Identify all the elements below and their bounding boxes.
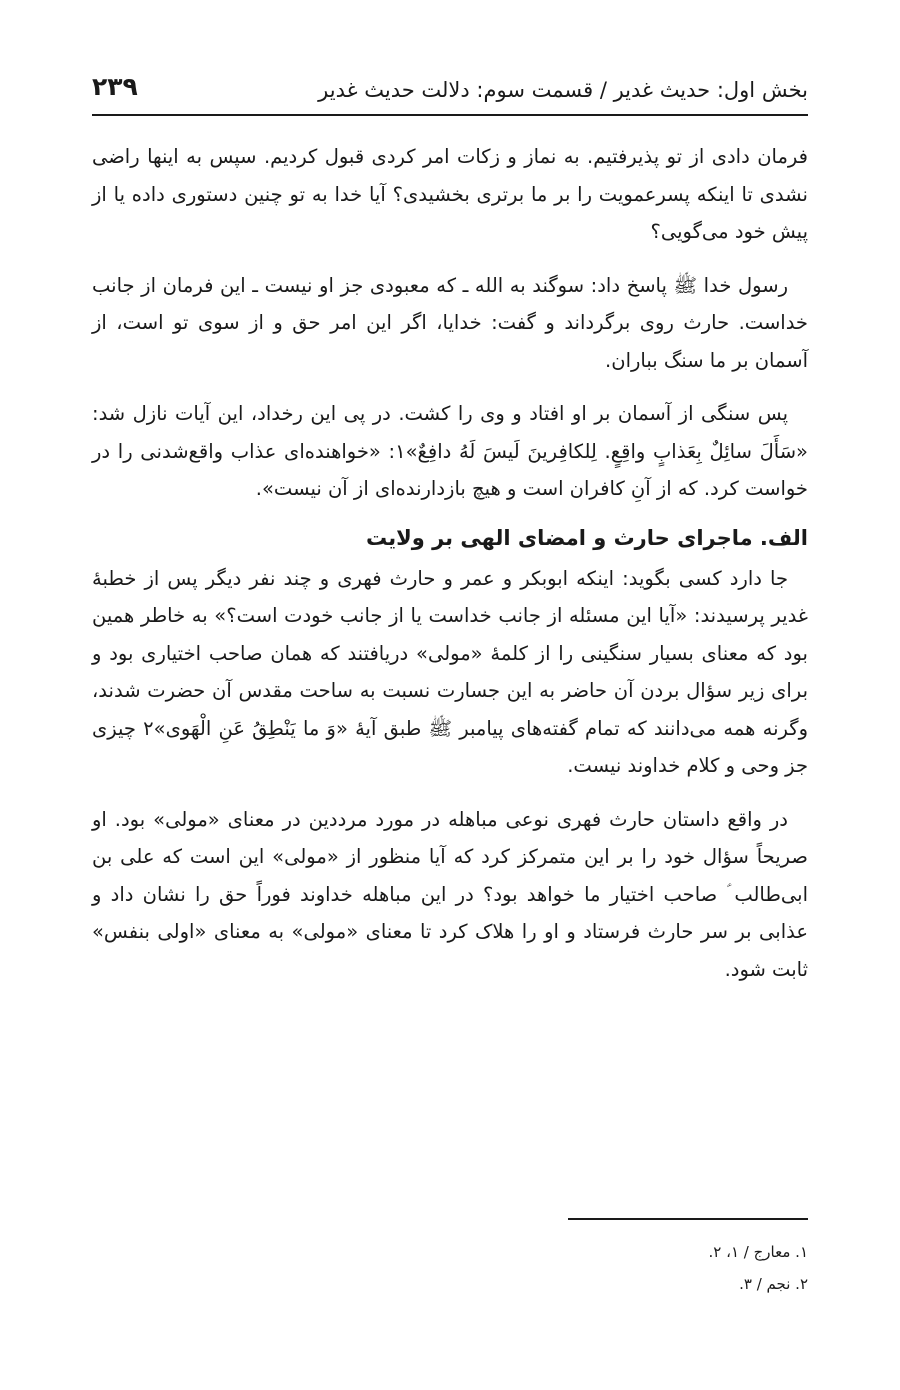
book-page (92, 0, 808, 1390)
footnote-1: ۱. معارج / ۱، ۲. (708, 1243, 808, 1261)
paragraph-2: رسول خدا ﷺ پاسخ داد: سوگند به الله ـ که معبودی جز او نیست ـ این فرمان از جانب خداست. حارث روی برگرداند و گفت: خدایا، اگر این امر حق و از سوی تو است، از آسمان بر ما سنگ بباران. (92, 273, 808, 372)
body-text (92, 138, 808, 988)
footnote-divider (568, 1218, 808, 1220)
paragraph-4: جا دارد کسی بگوید: اینکه ابوبکر و عمر و حارث فهری و چند نفر دیگر پس از خطبهٔ غدیر پرسیدند: «آیا این مسئله از جانب خداست یا از جانب خودت است؟» به خاطر همین بود که معنای بسیار سنگینی را از کلمهٔ «مولی» دریافتند که همان صاحب اختیاری بود و برای زیر سؤال بردن آن حاضر به این جسارت نسبت به ساحت مقدس آن حضرت شدند، وگرنه همه می‌دانند که تمام گفته‌های پیامبر ﷺ طبق آیهٔ «وَ ما يَنْطِقُ عَنِ الْهَوى»۲ چیزی جز وحی و کلام خداوند نیست. (92, 566, 808, 777)
running-header (92, 70, 808, 116)
paragraph-5: در واقع داستان حارث فهری نوعی مباهله در مورد مرددین در معنای «مولی» بود. او صریحاً سؤال خود را بر این متمرکز کرد که آیا منظور از «مولی» این است که علی بن ابی‌طالب ؑ صاحب اختیار ما خواهد بود؟ در این مباهله خداوند فوراً حق را نشان داد و عذابی بر سر حارث فرستاد و او را هلاک کرد تا معنای «مولی» به معنای «اولی بنفس» ثابت شود. (92, 807, 808, 981)
footnotes (408, 1236, 808, 1300)
paragraph-1: فرمان دادی از تو پذیرفتیم. به نماز و زکات امر کردی قبول کردیم. سپس به اینها راضی نشدی تا اینکه پسرعمویت را بر ما برتری بخشیدی؟ آیا خدا به تو چنین دستوری داده یا از پیش خود می‌گویی؟ (92, 145, 808, 243)
footnote-2: ۲. نجم / ۳. (739, 1275, 808, 1293)
paragraph-3: پس سنگی از آسمان بر او افتاد و وی را کشت. در پی این رخداد، این آیات نازل شد: «سَأَلَ سائِلٌ بِعَذابٍ واقِعٍ. لِلكافِرينَ لَيسَ لَهُ دافِعٌ»۱: «خواهنده‌ای عذاب واقع‌شدنی را در خواست کرد. که از آنِ کافران است و هیچ بازدارنده‌ای از آن نیست». (92, 402, 808, 500)
section-heading: الف. ماجرای حارث و امضای الهی بر ولایت (365, 525, 808, 550)
running-title: بخش اول: حدیث غدیر / قسمت سوم: دلالت حدیث غدیر (318, 78, 808, 102)
page-number: ۲۳۹ (92, 72, 138, 101)
